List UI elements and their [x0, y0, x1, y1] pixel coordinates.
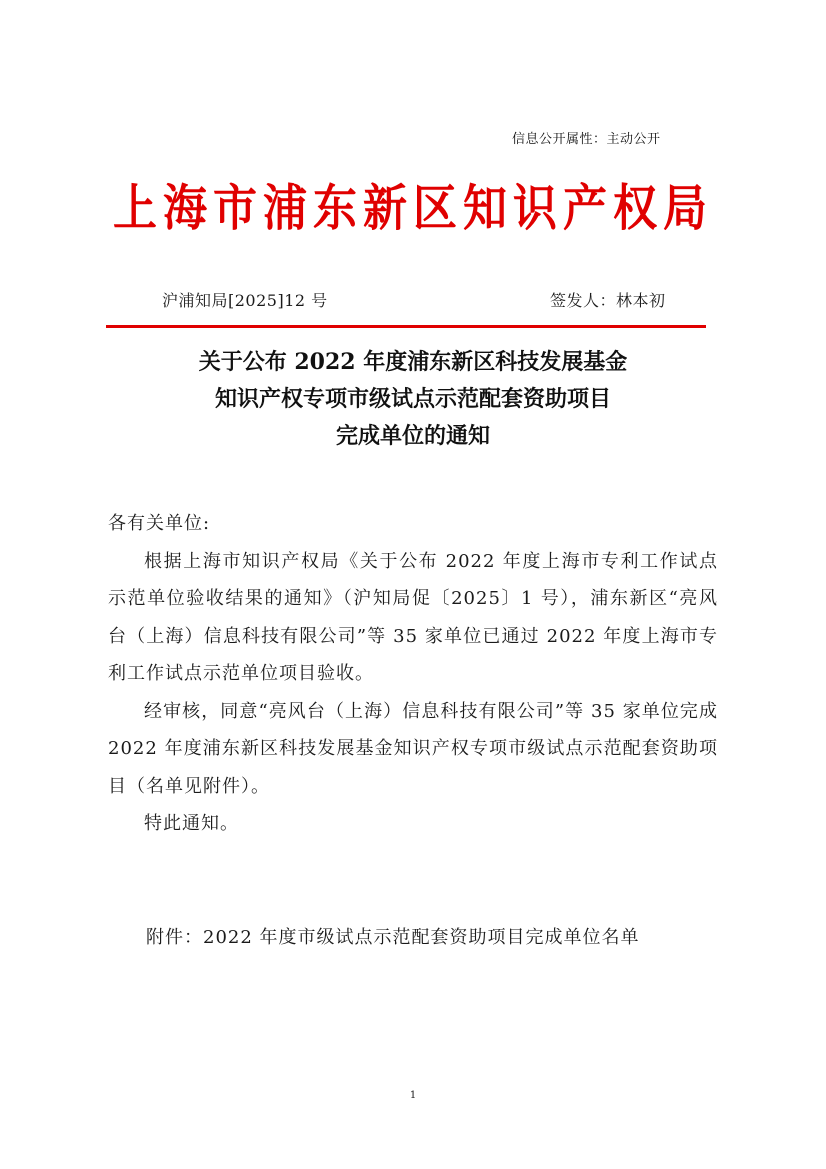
salutation: 各有关单位:	[108, 513, 211, 534]
agency-masthead: 上海市浦东新区知识产权局	[113, 180, 713, 238]
document-body	[108, 505, 718, 843]
red-separator-line	[106, 325, 706, 328]
attachment-line: 附件：2022 年度市级试点示范配套资助项目完成单位名单	[146, 927, 640, 948]
document-title	[110, 344, 716, 455]
title-line-3: 完成单位的通知	[335, 423, 490, 449]
title-line-1: 关于公布 2022 年度浦东新区科技发展基金	[198, 349, 628, 375]
signer: 签发人：林本初	[550, 291, 666, 310]
closing-line: 特此通知。	[144, 813, 239, 834]
body-paragraph-1: 根据上海市知识产权局《关于公布 2022 年度上海市专利工作试点示范单位验收结果的通知》（沪知局促〔2025〕1 号），浦东新区“亮风台（上海）信息科技有限公司”等 35 家单位已通过 2022 年度上海市专利工作试点示范单位项目验收。	[108, 550, 718, 684]
body-paragraph-2: 经审核，同意“亮风台（上海）信息科技有限公司”等 35 家单位完成 2022 年度浦东新区科技发展基金知识产权专项市级试点示范配套资助项目（名单见附件）。	[108, 700, 718, 797]
title-line-2: 知识产权专项市级试点示范配套资助项目	[214, 386, 611, 412]
page-number: 1	[409, 1090, 417, 1101]
disclosure-attribute: 信息公开属性：主动公开	[512, 132, 661, 147]
document-number: 沪浦知局[2025]12 号	[162, 291, 328, 310]
